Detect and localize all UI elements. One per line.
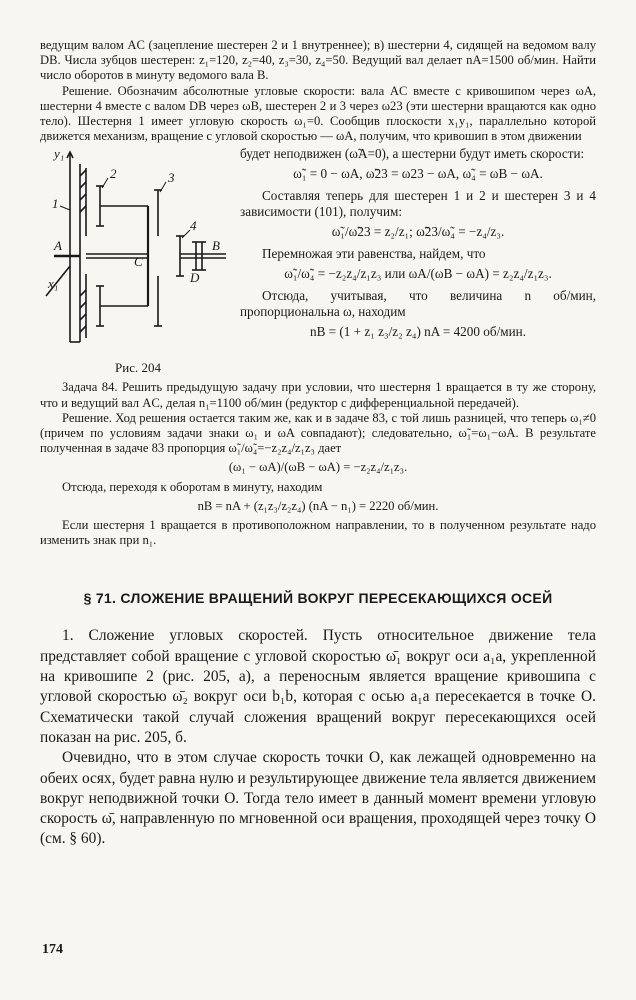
- label-3: 3: [168, 170, 175, 186]
- page-number: 174: [42, 942, 63, 957]
- formula: nB = nA + (z₁z₃/z₂z₄) (nA − n₁) = 2220 об/мин.: [197, 498, 439, 513]
- paragraph: будет неподвижен (ω̃A=0), а шестерни будут иметь скорости:: [240, 146, 585, 162]
- task84: [40, 380, 596, 548]
- figure-caption: Рис. 204: [115, 360, 161, 376]
- paragraph: Отсюда, учитывая, что величина n об/мин, пропорциональна ω, находим: [240, 288, 596, 320]
- section-heading: § 71. СЛОЖЕНИЕ ВРАЩЕНИЙ ВОКРУГ ПЕРЕСЕКАЮЩИХСЯ ОСЕЙ: [83, 590, 553, 607]
- figure-side-text: [236, 146, 596, 376]
- formula: ω̃₁/ω̃23 = z₂/z₁; ω̃23/ω̃₄ = −z₄/z₃.: [331, 224, 505, 240]
- formula: ω̃₁ = 0 − ωA, ω̃23 = ω23 − ωA, ω̃₄ = ωB − ωA.: [293, 166, 543, 182]
- figure-204: [40, 146, 236, 376]
- section-body: [40, 626, 596, 849]
- label-4: 4: [190, 218, 197, 234]
- paragraph: Отсюда, переходя к оборотам в минуту, находим: [62, 479, 323, 494]
- label-D: D: [190, 270, 200, 286]
- paragraph: Перемножая эти равенства, найдем, что: [262, 246, 486, 262]
- formula: ω̃₁/ω̃₄ = −z₂z₄/z₁z₃ или ωA/(ωB − ωA) = z₂z₄/z₁z₃.: [284, 266, 552, 282]
- figure-block: [40, 146, 596, 376]
- formula: (ω₁ − ωA)/(ωB − ωA) = −z₂z₄/z₁z₃.: [228, 460, 408, 475]
- task83-continuation: [40, 38, 596, 144]
- task-statement: Задача 84. Решить предыдущую задачу при условии, что шестерня 1 вращается в ту же сторону, что и ведущий вал AC, делая n₁=1100 об/мин (редуктор с дифференциальной передачей).: [40, 380, 596, 410]
- label-x1: x₁: [48, 276, 59, 292]
- label-A: A: [54, 238, 62, 254]
- solution-paragraph: Решение. Обозначим абсолютные угловые скорости: вала AC вместе с кривошипом через ωA, шестерни 4 вместе с валом DB через ωB, шестерен 2 и 3 через ω23 (эти шестерни вращаются как одно тело). Шестерня 1 имеет угловую скорость ω₁=0. Сообщив плоскости x₁y₁, параллельно которой движется механизм, вращение с угловой скоростью — ωA, получим, что кривошип в этом движении: [40, 83, 596, 144]
- label-C: C: [134, 254, 143, 270]
- paragraph: Составляя теперь для шестерен 1 и 2 и шестерен 3 и 4 зависимости (101), получим:: [240, 188, 596, 220]
- label-B: B: [212, 238, 220, 254]
- paragraph: 1. Сложение угловых скоростей. Пусть относительное движение тела представляет собой вращение с угловой скоростью ω̄₁ вокруг оси a₁a, укрепленной на кривошипе 2 (рис. 205, a), а переносным является вращение кривошипа с угловой скоростью ω̄₂ вокруг оси b₁b, которая с осью a₁a пересекается в точке O. Схематически такой случай сложения вращений вокруг пересекающихся осей показан на рис. 205, б.: [40, 627, 596, 746]
- formula: nB = (1 + z₁ z₃/z₂ z₄) nA = 4200 об/мин.: [309, 324, 526, 340]
- label-y1: y₁: [54, 146, 65, 162]
- paragraph: ведущим валом AC (зацепление шестерен 2 и 1 внутреннее); в) шестерни 4, сидящей на ведомом валу DB. Числа зубцов шестерен: z₁=120, z₂=40, z₃=30, z₄=50. Ведущий вал делает nA=1500 об/мин. Найти число оборотов в минуту ведомого вала B.: [40, 38, 596, 83]
- solution-paragraph: Решение. Ход решения остается таким же, как и в задаче 83, с той лишь разницей, что теперь ω₁≠0 (причем по условиям задачи знаки ω₁ и ωA совпадают); следовательно, ω̃₁=ω₁−ωA. В результате полученная в задаче 83 пропорция ω̃₁/ω̃₄=−z₂z₄/z₁z₃ дает: [40, 410, 596, 456]
- paragraph: Если шестерня 1 вращается в противоположном направлении, то в полученном результате надо изменить знак при n₁.: [40, 518, 596, 548]
- paragraph: Очевидно, что в этом случае скорость точки O, как лежащей одновременно на обеих осях, будет равна нулю и результирующее движение тела является движением вокруг неподвижной точки O. Тогда тело имеет в данный момент времени угловую скорость ω̄, направленную по мгновенной оси вращения, проходящей через точку O (см. § 60).: [40, 749, 596, 848]
- page-body: [40, 38, 596, 850]
- label-2: 2: [110, 166, 117, 182]
- label-1: 1: [52, 196, 59, 212]
- gear-diagram: [40, 146, 236, 358]
